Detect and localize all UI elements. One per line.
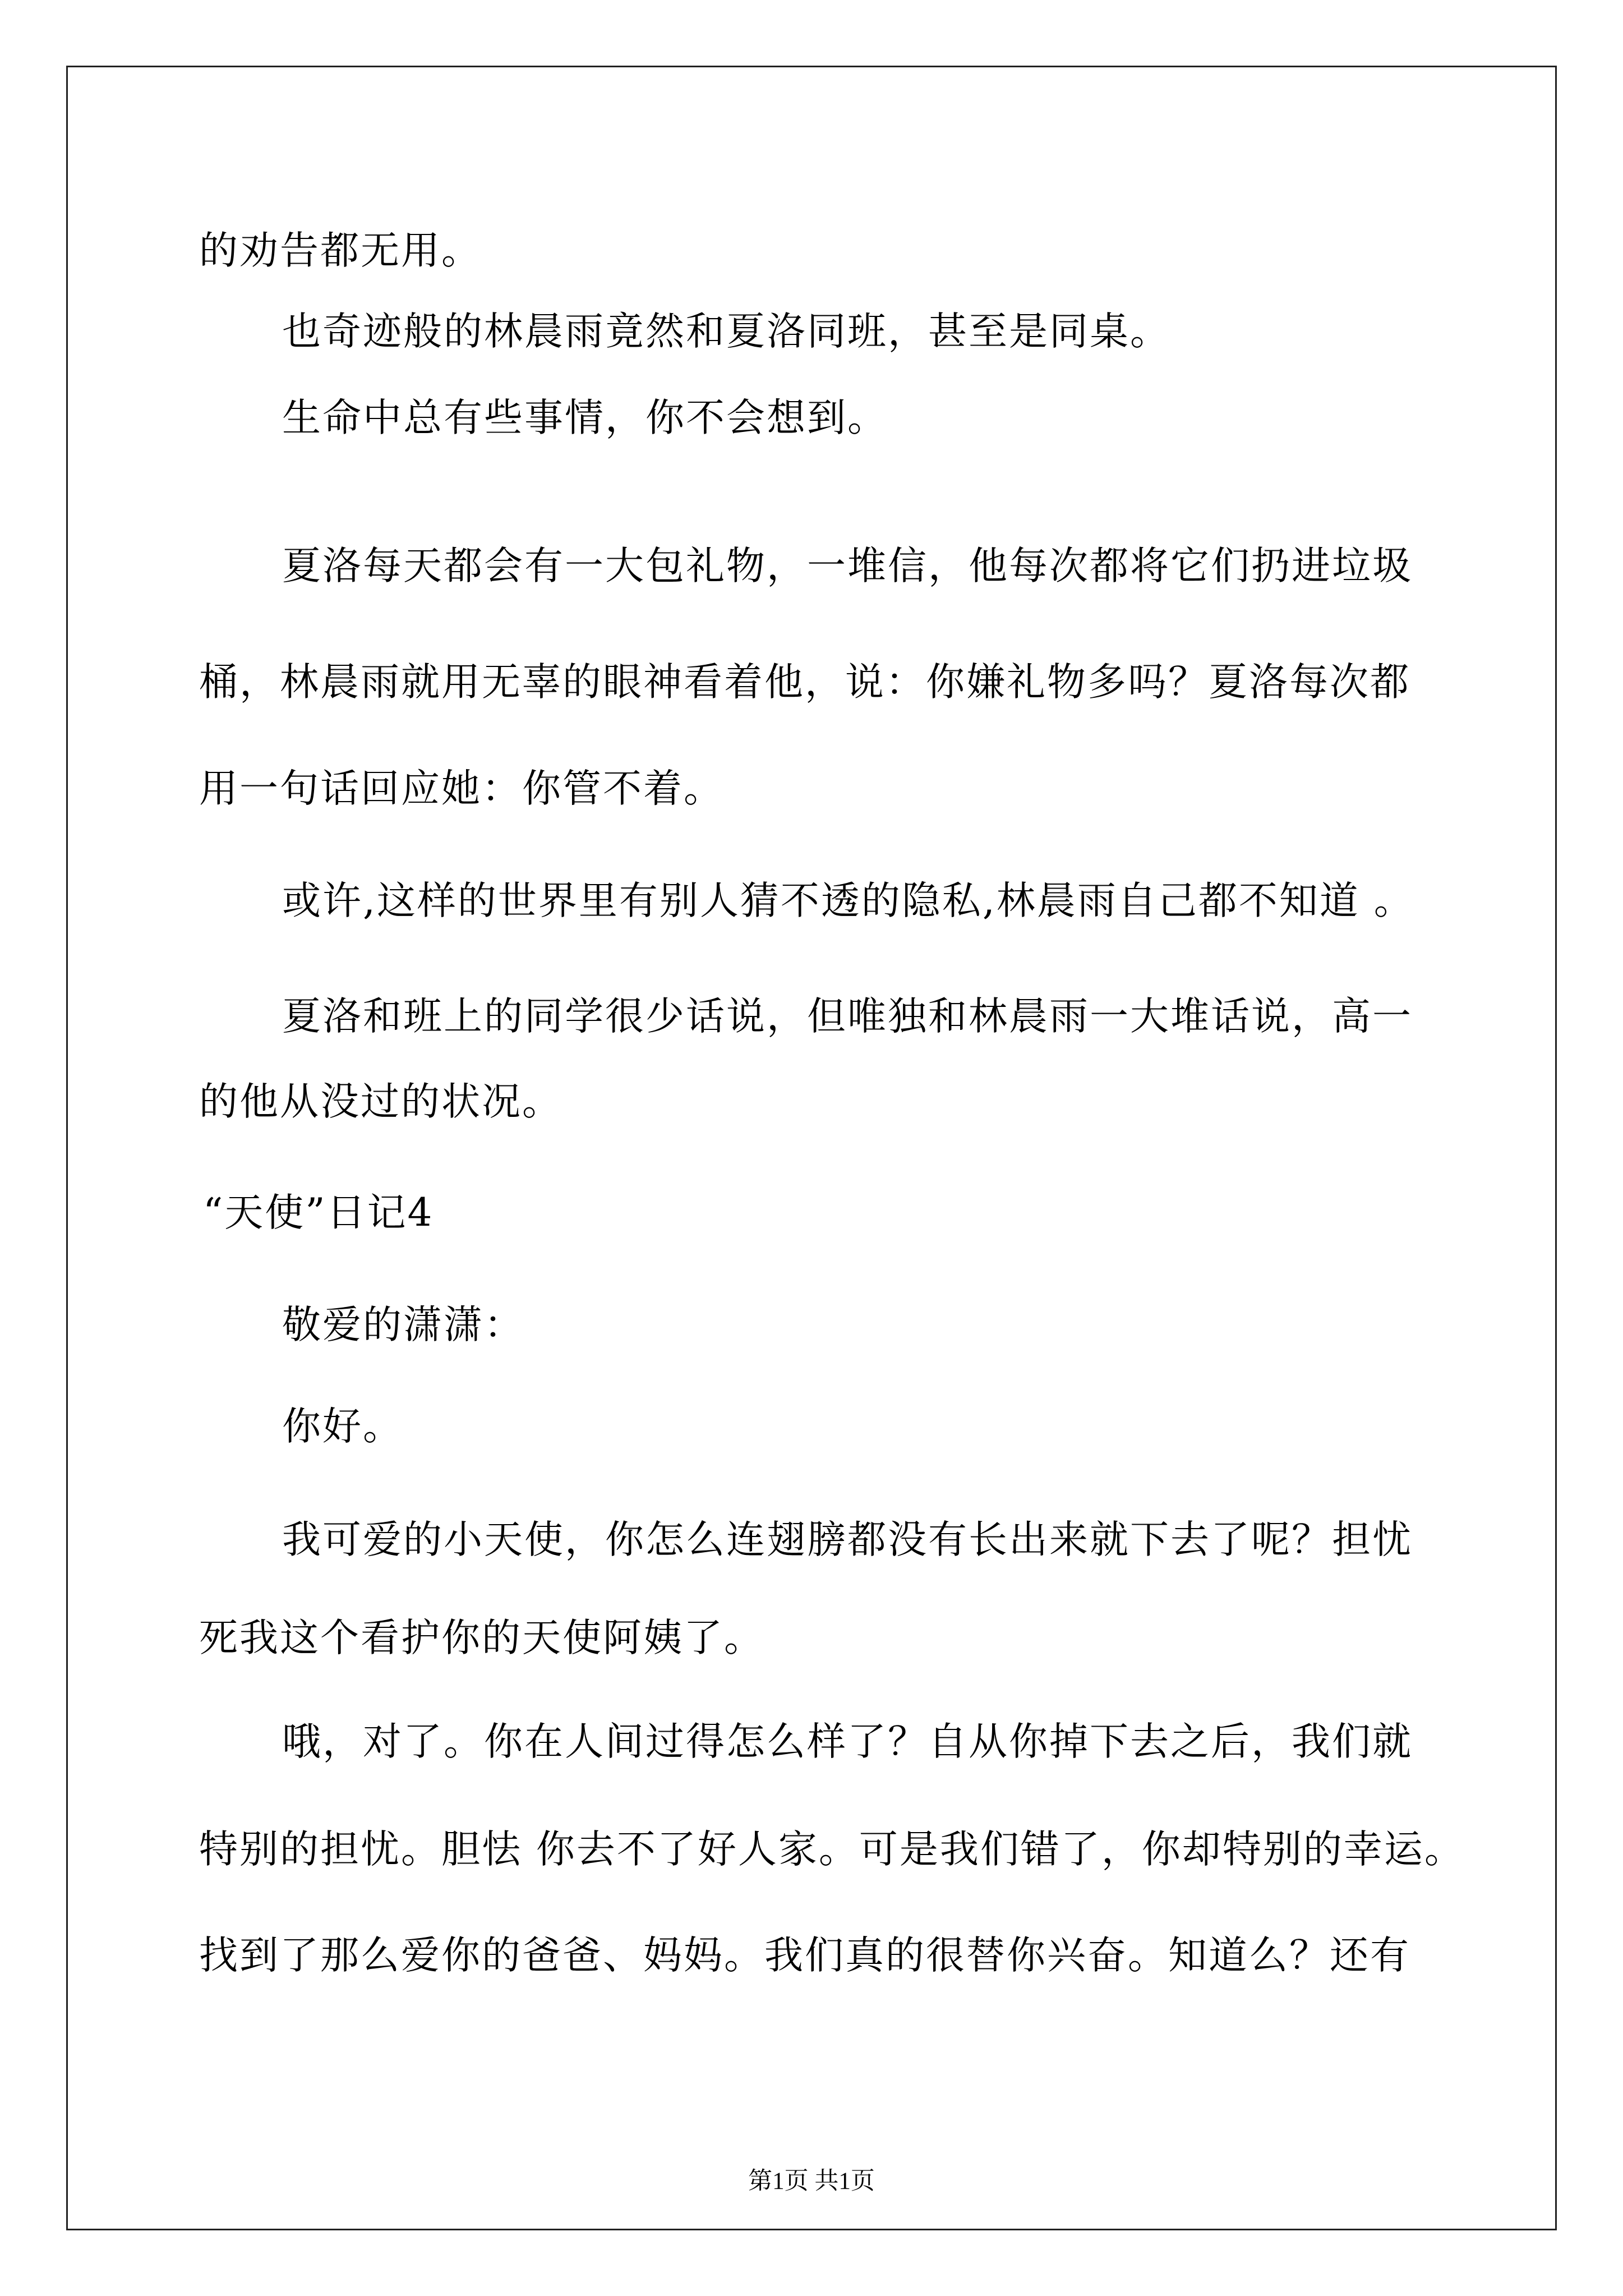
text-line: 我可爱的小天使，你怎么连翅膀都没有长出来就下去了呢？担忧 [282, 1517, 1413, 1562]
text-line: 你好。 [282, 1404, 403, 1449]
text-line: 桶，林晨雨就用无辜的眼神看着他，说：你嫌礼物多吗？夏洛每次都 [199, 660, 1410, 705]
page-footer: 第1页 共1页 [748, 2168, 875, 2194]
page-border [66, 66, 1557, 2230]
text-line: 的他从没过的状况。 [199, 1079, 562, 1124]
text-line: 夏洛每天都会有一大包礼物，一堆信，他每次都将它们扔进垃圾 [282, 544, 1413, 588]
text-line: 死我这个看护你的天使阿姨了。 [199, 1616, 764, 1660]
text-line: 特别的担忧。胆怯 你去不了好人家。可是我们错了，你却特别的幸运。 [199, 1827, 1465, 1872]
text-line: 找到了那么爱你的爸爸、妈妈。我们真的很替你兴奋。知道么？还有 [199, 1933, 1410, 1978]
text-line: 的劝告都无用。 [199, 228, 482, 273]
text-line: 哦，对了。你在人间过得怎么样了？自从你掉下去之后，我们就 [282, 1719, 1413, 1764]
text-line: 也奇迹般的林晨雨竟然和夏洛同班，甚至是同桌。 [282, 309, 1170, 354]
text-line: 夏洛和班上的同学很少话说，但唯独和林晨雨一大堆话说，高一 [282, 994, 1413, 1039]
text-line: 生命中总有些事情，你不会想到。 [282, 395, 888, 440]
section-heading: “天使”日记4 [203, 1190, 434, 1235]
text-line: 或许,这样的世界里有别人猜不透的隐私,林晨雨自己都不知道 。 [282, 878, 1414, 923]
text-line: 用一句话回应她：你管不着。 [199, 766, 724, 811]
text-line: 敬爱的潇潇： [282, 1303, 524, 1347]
